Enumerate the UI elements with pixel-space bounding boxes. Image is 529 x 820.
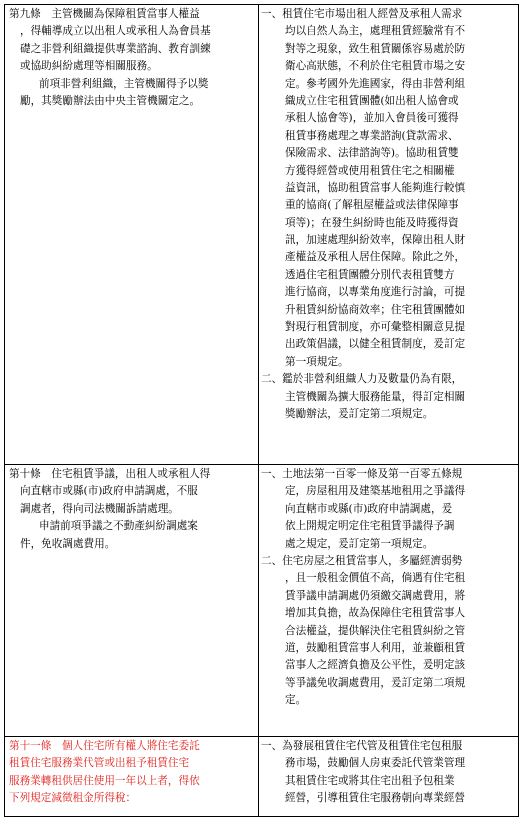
article-line: 下列規定減徵租金所得稅： xyxy=(9,792,137,805)
explanation-line: 經營，引導租賃住宅服務朝向專業經營 xyxy=(285,792,466,805)
explanation-line: 賃爭議申請調處仍須繳交調處費用，將 xyxy=(285,589,466,602)
table-row xyxy=(5,465,519,737)
explanation-line: 定。參考國外先進國家，得由非營利組 xyxy=(285,77,466,90)
explanation-line: 一、租賃住宅市場出租人經營及承租人需求 xyxy=(261,8,463,20)
article-line: 件，免收調處費用。 xyxy=(20,537,116,550)
explanation-line: 定。 xyxy=(285,694,307,707)
explanation-line: 道，鼓勵租賃當事人利用，並兼顧租賃 xyxy=(285,641,466,654)
explanation-line: 合法權益，提供解決住宅租賃糾紛之管 xyxy=(285,624,466,637)
explanation-line: 一、土地法第一百零一條及第一百零五條規 xyxy=(261,468,463,480)
article-line: 礎之非營利組織提供專業諮詢、教育訓練 xyxy=(20,42,211,55)
article-line: 或協助糾紛處理等相關服務。 xyxy=(20,60,158,73)
explanation-line: 依上開規定明定住宅租賃爭議得予調 xyxy=(285,520,455,533)
explanation-cell xyxy=(259,737,519,817)
explanation-line: 訊，加速處理糾紛效率，保障出租人財 xyxy=(285,234,466,247)
explanation-line: 增加其負擔，故為保障住宅租賃當事人 xyxy=(285,607,466,620)
explanation-line: 方獲得經營或使用租賃住宅之相關權 xyxy=(285,164,455,177)
explanation-line: 二、鑑於非營利組織人力及數量仍為有限， xyxy=(261,373,463,386)
explanation-line: 當事人之經濟負擔及公平性，爰明定該 xyxy=(285,659,466,672)
explanation-line: 承租人協會等)，並加入會員後可獲得 xyxy=(285,112,459,125)
explanation-cell xyxy=(259,5,519,465)
explanation-line: 向直轄市或縣(市)政府申請調處，爰 xyxy=(285,502,453,515)
explanation-line: 衛心高狀態，不利於住宅租賃市場之安 xyxy=(285,60,466,73)
explanation-line: 定，房屋租用及建築基地租用之爭議得 xyxy=(285,485,466,498)
article-line: 服務業轉租供居住使用一年以上者，得依 xyxy=(9,774,200,787)
explanation-line: 進行協商，以專業角度進行討論，可提 xyxy=(285,286,466,299)
law-comparison-table xyxy=(4,4,519,817)
explanation-line: 均以自然人為主，處理租賃經驗常有不 xyxy=(285,25,466,38)
article-line: 調處者，得向司法機關訴請處理。 xyxy=(20,502,179,515)
explanation-line: 保險需求、法律諮詢等)。協助租賃雙 xyxy=(285,147,459,160)
article-cell xyxy=(5,465,259,737)
explanation-line: 務市場，鼓勵個人房東委託代管業管理 xyxy=(285,757,466,770)
explanation-line: 織成立住宅租賃團體(如出租人協會或 xyxy=(285,94,459,107)
article-line: 申請前項爭議之不動產糾紛調處案 xyxy=(39,520,198,533)
explanation-line: 項等)；在發生糾紛時也能及時獲得資 xyxy=(285,216,459,229)
article-line: ，得輔導成立以出租人或承租人為會員基 xyxy=(20,25,211,38)
document-page xyxy=(4,4,517,820)
article-line: 第十一條 個人住宅所有權人將住宅委託 xyxy=(9,740,200,752)
explanation-line: 產權益及承租人居住保障。除此之外， xyxy=(285,251,466,264)
explanation-line: 處之規定，爰訂定第一項規定。 xyxy=(285,537,434,550)
explanation-line: 第一項規定。 xyxy=(285,355,349,368)
article-cell xyxy=(5,737,259,817)
table-row xyxy=(5,5,519,465)
article-line: 前項非營利組織，主管機關得予以獎 xyxy=(39,77,209,90)
explanation-line: 升租賃糾紛協商效率；住宅租賃團體如 xyxy=(285,303,466,316)
explanation-line: 租賃事務處理之專業諮詢(貸款需求、 xyxy=(285,129,459,142)
explanation-line: 一、為發展租賃住宅代管及租賃住宅包租服 xyxy=(261,740,463,752)
explanation-line: 出政策倡議，以健全租賃制度，爰訂定 xyxy=(285,338,466,351)
explanation-line: ，且一般租金價值不高，倘遇有住宅租 xyxy=(285,572,466,585)
table-row xyxy=(5,737,519,817)
explanation-line: 透過住宅租賃團體分別代表租賃雙方 xyxy=(285,268,455,281)
article-line: 勵，其獎勵辦法由中央主管機關定之。 xyxy=(20,94,201,107)
article-cell xyxy=(5,5,259,465)
explanation-line: 等爭議免收調處費用，爰訂定第二項規 xyxy=(285,676,466,689)
article-line: 第九條 主管機關為保障租賃當事人權益 xyxy=(9,8,200,20)
article-line: 第十條 住宅租賃爭議，出租人或承租人得 xyxy=(9,468,211,480)
article-line: 租賃住宅服務業代管或出租予租賃住宅 xyxy=(9,757,190,770)
article-line: 向直轄市或縣(市)政府申請調處，不服 xyxy=(20,485,198,498)
explanation-line: 對現行租賃制度，亦可彙整相關意見提 xyxy=(285,321,466,334)
explanation-cell xyxy=(259,465,519,737)
explanation-line: 其租賃住宅或將其住宅出租予包租業 xyxy=(285,774,455,787)
explanation-line: 益資訊，協助租賃當事人能夠進行較慎 xyxy=(285,181,466,194)
explanation-line: 獎勵辦法，爰訂定第二項規定。 xyxy=(285,407,434,420)
explanation-line: 對等之現象，致生租賃關係容易處於防 xyxy=(285,42,466,55)
explanation-line: 二、住宅房屋之租賃當事人，多屬經濟弱勢 xyxy=(261,554,463,567)
explanation-line: 主管機關為擴大服務能量，得訂定相關 xyxy=(285,390,466,403)
explanation-line: 重的協商(了解租屋權益或法律保障事 xyxy=(285,199,459,212)
